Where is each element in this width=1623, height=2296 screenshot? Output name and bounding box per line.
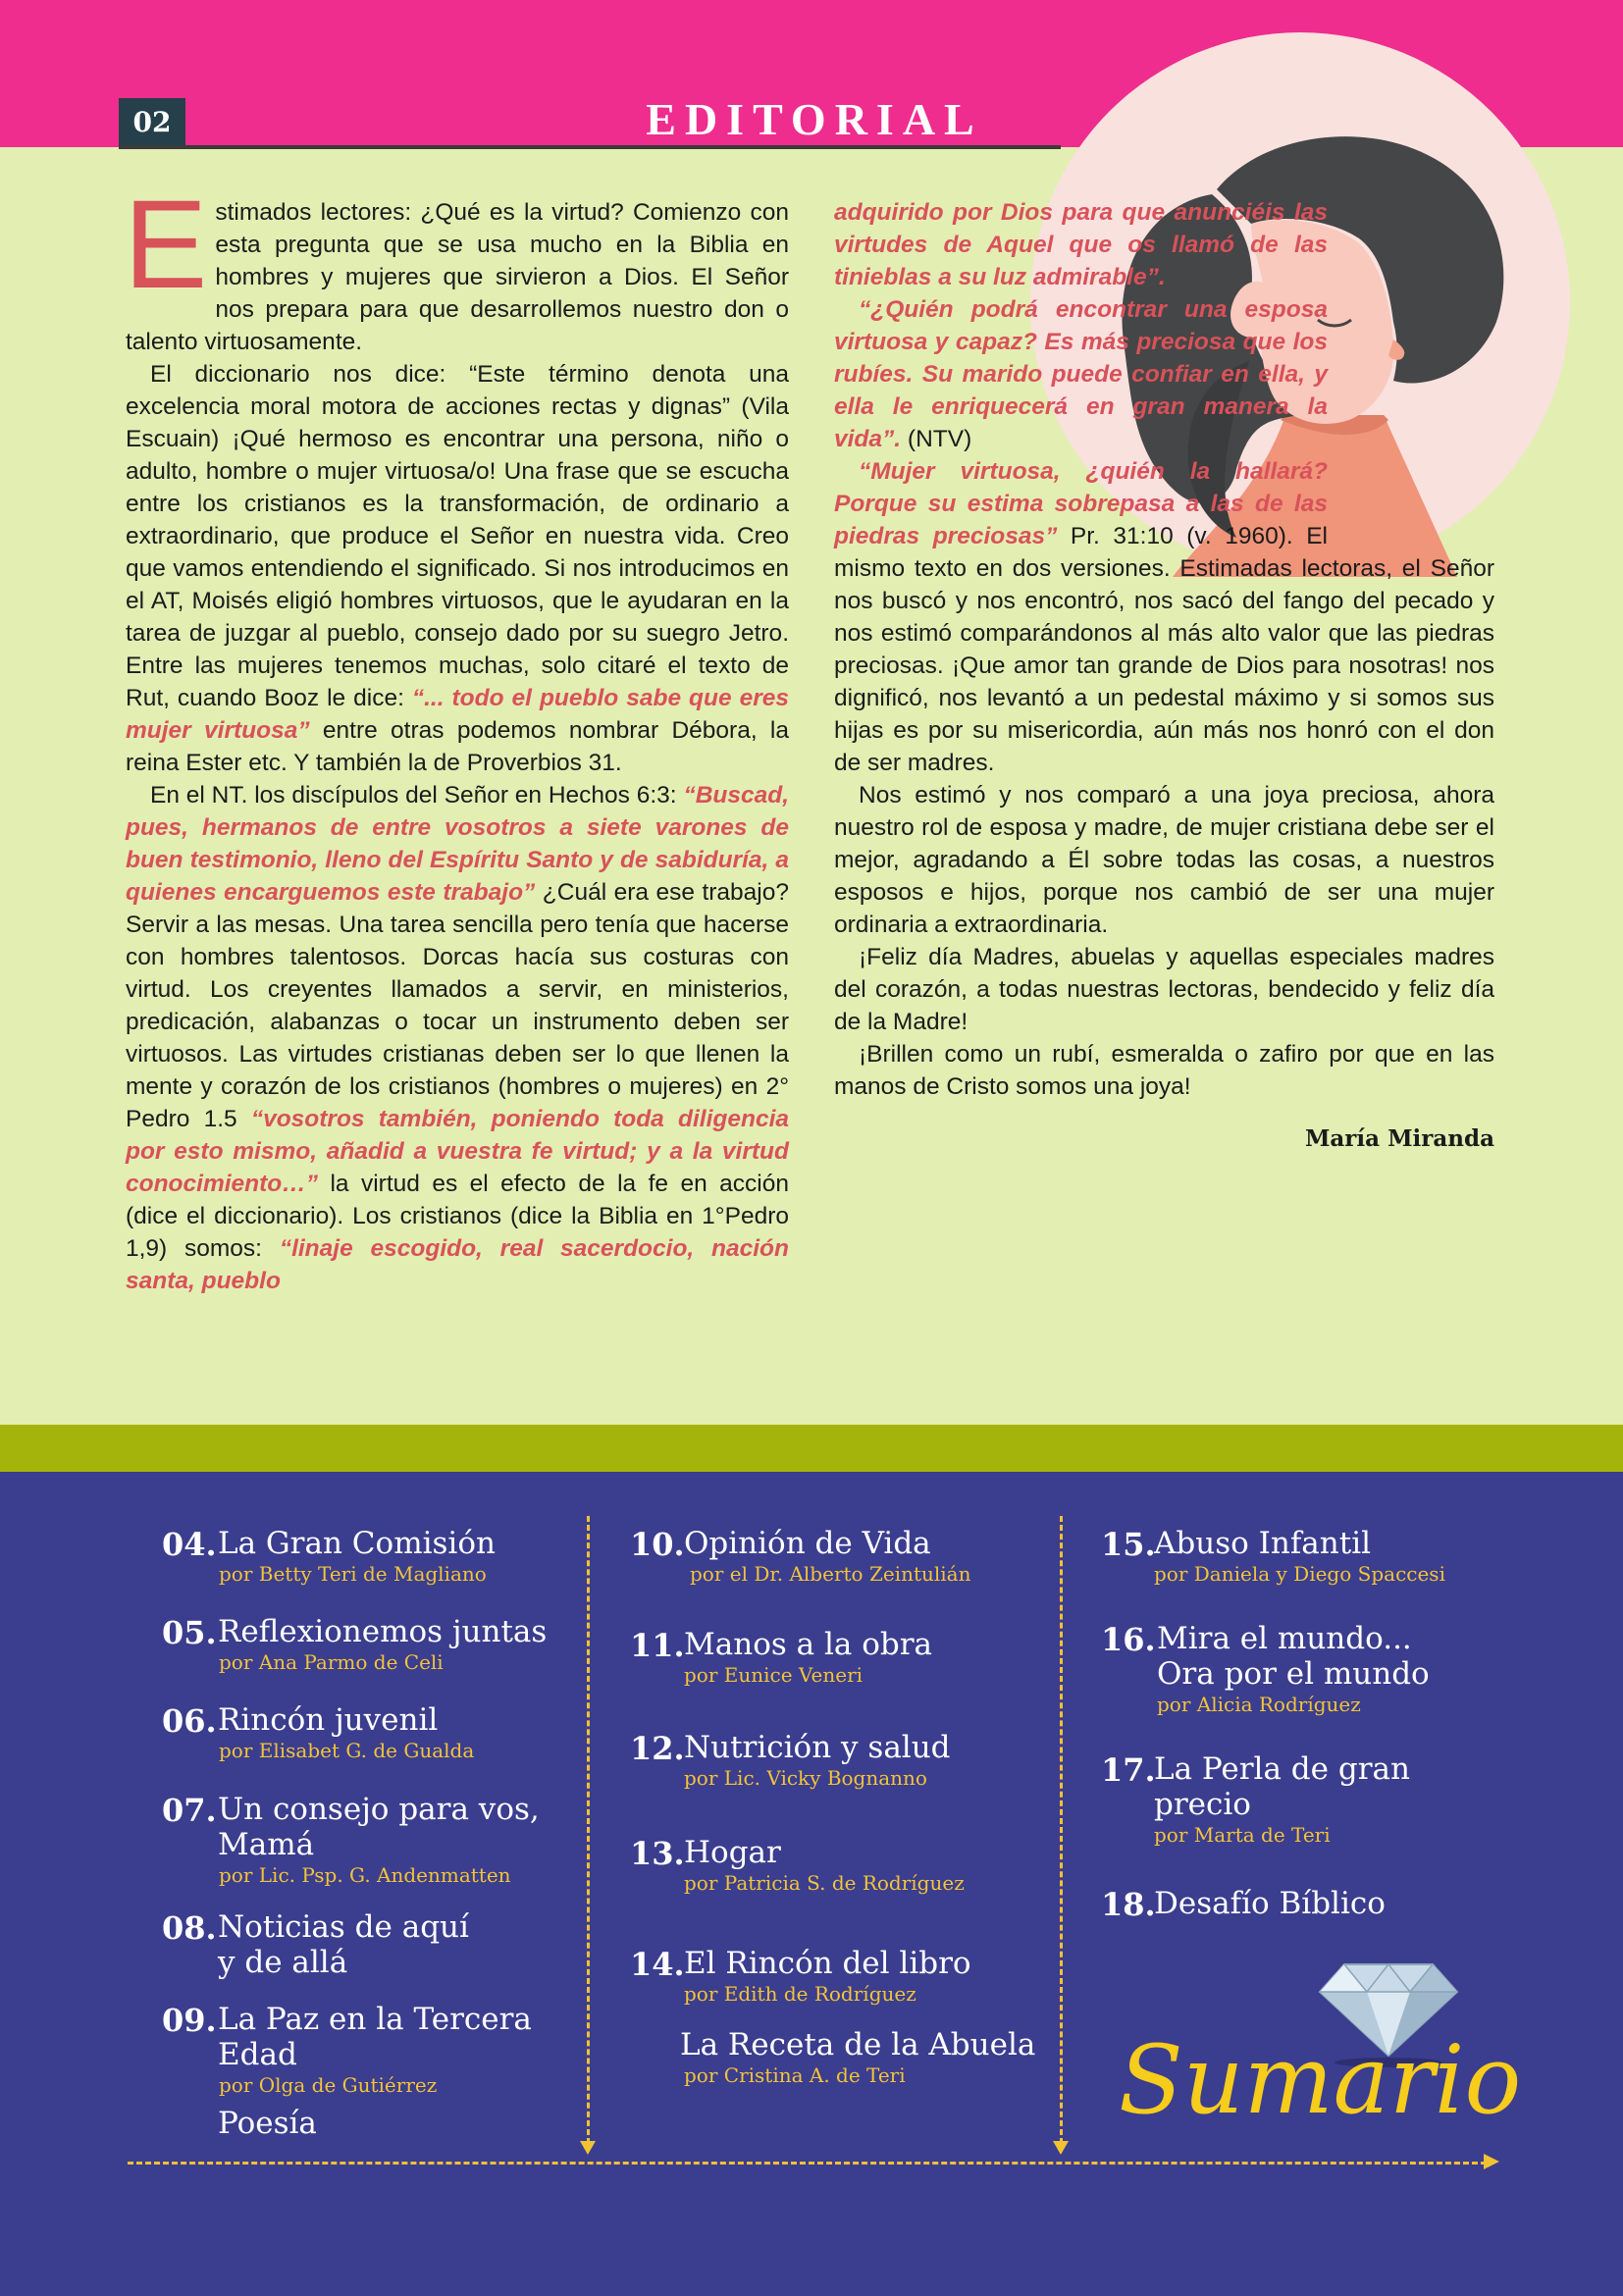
item-author: por Daniela y Diego Spaccesi bbox=[1154, 1562, 1445, 1586]
summary-item-receta[interactable] bbox=[630, 2027, 1035, 2088]
bible-quote: “Mujer virtuosa, ¿quién la hallará? Porque su estima sobrepasa a las de las piedras preciosas” bbox=[834, 458, 1328, 549]
summary-item-11[interactable] bbox=[630, 1627, 932, 1688]
summary-item-04[interactable] bbox=[162, 1526, 496, 1587]
item-title: Poesía bbox=[218, 2106, 317, 2141]
summary-item-17[interactable] bbox=[1101, 1751, 1410, 1848]
item-author: por el Dr. Alberto Zeintulián bbox=[690, 1562, 971, 1586]
item-title: La Perla de gran precio bbox=[1154, 1751, 1410, 1822]
bible-quote: “¿Quién podrá encontrar una esposa virtuosa y capaz? Es más preciosa que los rubíes. Su marido puede confiar en ella, y ella le enriquecerá en gran manera la vida”. bbox=[834, 296, 1328, 452]
drop-cap: E bbox=[124, 175, 208, 315]
divider-band bbox=[0, 1425, 1623, 1472]
item-title: La Paz en la Tercera Edad bbox=[218, 2002, 532, 2072]
editorial-paragraph: Nos estimó y nos comparó a una joya preciosa, ahora nuestro rol de esposa y madre, de mujer cristiana debe ser el mejor, agradando a Él sobre todas las cosas, a nuestros esposos e hijos, porque nos cambió de ser una mujer ordinaria a extraordinaria. bbox=[834, 782, 1494, 938]
item-number: 10. bbox=[630, 1526, 685, 1563]
item-author: por Alicia Rodríguez bbox=[1157, 1693, 1361, 1716]
item-number: 16. bbox=[1101, 1621, 1156, 1658]
item-number: 04. bbox=[162, 1526, 217, 1563]
arrow-down-icon bbox=[1053, 2141, 1069, 2155]
item-author: por Edith de Rodríguez bbox=[684, 1982, 916, 2006]
bottom-divider bbox=[128, 2162, 1487, 2165]
editorial-paragraph: ¿Cuál era ese trabajo? Servir a las mesas. Una tarea sencilla pero tenía que hacerse con hombres talentosos. Dorcas hacía sus costuras con virtud. Los creyentes llamados a servir, en ministerios, predicación, alabanzas o tocar un instrumento deben ser virtuosos. Las virtudes cristianas deben ser lo que llenen la mente y corazón de los cristianos (hombres o mujeres) en 2° Pedro 1.5 bbox=[126, 879, 790, 1132]
editorial-paragraph: la virtud es el efecto de la fe en acción (dice el diccionario). Los cristianos (dice la Biblia en 1°Pedro 1,9) somos: bbox=[126, 1171, 789, 1262]
editorial-paragraph: ¡Feliz día Madres, abuelas y aquellas especiales madres del corazón, a todas nuestras lectoras, bendecido y feliz día de la Madre! bbox=[834, 944, 1494, 1035]
item-title: La Receta de la Abuela bbox=[680, 2027, 1036, 2062]
item-number: 08. bbox=[162, 1909, 217, 1947]
summary-item-10[interactable] bbox=[630, 1526, 970, 1587]
item-number: 05. bbox=[162, 1614, 217, 1651]
item-number: 14. bbox=[630, 1946, 685, 1983]
summary-item-08[interactable] bbox=[162, 1909, 469, 1980]
summary-item-14[interactable] bbox=[630, 1946, 971, 2007]
item-title: Un consejo para vos, Mamá bbox=[218, 1792, 540, 1862]
item-author: por Ana Parmo de Celi bbox=[219, 1650, 444, 1674]
summary-item-16[interactable] bbox=[1101, 1621, 1430, 1717]
column-divider bbox=[587, 1516, 590, 2144]
item-author: por Patricia S. de Rodríguez bbox=[684, 1871, 965, 1895]
item-author: por Eunice Veneri bbox=[684, 1663, 864, 1687]
item-author: por Lic. Vicky Bognanno bbox=[684, 1766, 927, 1790]
bible-quote: “linaje escogido, real sacerdocio, nación santa, pueblo bbox=[126, 1235, 789, 1294]
bible-quote: adquirido por Dios para que anunciéis las virtudes de Aquel que os llamó de las tinieblas a su luz admirable”. bbox=[834, 199, 1328, 290]
item-number: 17. bbox=[1101, 1751, 1156, 1789]
item-author: por Marta de Teri bbox=[1154, 1823, 1331, 1847]
bible-quote: “... todo el pueblo sabe que eres mujer virtuosa” bbox=[126, 685, 790, 744]
item-title: Manos a la obra bbox=[684, 1627, 933, 1662]
item-title: La Gran Comisión bbox=[218, 1526, 496, 1561]
item-title: Reflexionemos juntas bbox=[218, 1614, 548, 1649]
summary-item-07[interactable] bbox=[162, 1792, 540, 1888]
item-title: Noticias de aquí y de allá bbox=[218, 1909, 469, 1980]
item-number: 11. bbox=[630, 1627, 685, 1664]
editorial-paragraph: entre otras podemos nombrar Débora, la reina Ester etc. Y también la de Proverbios 31. bbox=[126, 717, 789, 776]
summary-item-09[interactable] bbox=[162, 2002, 532, 2098]
summary-item-06[interactable] bbox=[162, 1702, 474, 1763]
column-divider bbox=[1060, 1516, 1063, 2144]
page-number: 02 bbox=[119, 98, 185, 145]
item-author: por Lic. Psp. G. Andenmatten bbox=[219, 1863, 511, 1887]
item-title: Rincón juvenil bbox=[218, 1702, 439, 1738]
editorial-right-column bbox=[834, 196, 1494, 1155]
summary-item-13[interactable] bbox=[630, 1835, 965, 1896]
arrow-down-icon bbox=[580, 2141, 596, 2155]
portrait-wrap-space bbox=[1328, 196, 1494, 549]
item-author: por Cristina A. de Teri bbox=[684, 2063, 906, 2087]
editorial-paragraph: stimados lectores: ¿Qué es la virtud? Comienzo con esta pregunta que se usa mucho en la Biblia en hombres y mujeres que sirvieron a Dios. El Señor nos prepara para que desarrollemos nuestro don o talento virtuosamente. bbox=[126, 199, 789, 355]
item-title: Nutrición y salud bbox=[684, 1730, 951, 1765]
editorial-paragraph: ¡Brillen como un rubí, esmeralda o zafiro por que en las manos de Cristo somos una joya! bbox=[834, 1041, 1494, 1100]
item-author: por Olga de Gutiérrez bbox=[219, 2073, 438, 2097]
item-title: Opinión de Vida bbox=[684, 1526, 931, 1561]
item-title: Mira el mundo... Ora por el mundo bbox=[1157, 1621, 1430, 1692]
editorial-paragraph: En el NT. los discípulos del Señor en Hechos 6:3: bbox=[150, 782, 677, 809]
item-title: El Rincón del libro bbox=[684, 1946, 971, 1981]
summary-item-poesia[interactable] bbox=[162, 2106, 317, 2141]
quote-reference: (NTV) bbox=[907, 426, 972, 452]
item-number: 07. bbox=[162, 1792, 217, 1829]
item-number: 12. bbox=[630, 1730, 685, 1767]
editorial-paragraph: Pr. 31:10 (v. 1960). El mismo texto en dos versiones. Estimadas lectoras, el Señor nos buscó y nos encontró, nos sacó del fango del pecado y nos estimó comparándonos al más alto valor que las piedras preciosas. ¡Que amor tan grande de Dios para nosotras! nos dignificó, nos levantó a un pedestal máximo y si somos sus hijas es por su misericordia, aún más nos honró con el don de ser madres. bbox=[834, 523, 1494, 776]
editorial-left-column bbox=[124, 175, 790, 1297]
arrow-right-icon bbox=[1484, 2154, 1499, 2169]
summary-item-12[interactable] bbox=[630, 1730, 951, 1791]
author-signature: María Miranda bbox=[1304, 1125, 1494, 1152]
item-number: 06. bbox=[162, 1702, 217, 1740]
summary-heading: Sumario bbox=[1119, 2025, 1522, 2135]
item-number: 09. bbox=[162, 2002, 217, 2039]
item-title: Desafío Bíblico bbox=[1154, 1886, 1386, 1921]
bible-quote: “Buscad, pues, hermanos de entre vosotros a siete varones de buen testimonio, lleno del Espíritu Santo y de sabiduría, a quienes encarguemos este trabajo” bbox=[126, 782, 789, 906]
item-number: 18. bbox=[1101, 1886, 1156, 1923]
item-author: por Betty Teri de Magliano bbox=[219, 1562, 487, 1586]
section-title: EDITORIAL bbox=[646, 94, 983, 144]
item-author: por Elisabet G. de Gualda bbox=[219, 1739, 475, 1762]
summary-item-15[interactable] bbox=[1101, 1526, 1445, 1587]
editorial-paragraph: El diccionario nos dice: “Este término denota una excelencia moral motora de acciones rectas y dignas” (Vila Escuain) ¡Qué hermoso es encontrar una persona, niño o adulto, hombre o mujer virtuosa/o! Una frase que se escucha entre los cristianos es la transformación, de ordinario a extraordinario, que produce el Señor en nuestra vida. Creo que vamos entendiendo el significado. Si nos introducimos en el AT, Moisés eligió hombres virtuosos, que le ayudaran en la tarea de juzgar al pueblo, consejo dado por su suegro Jetro. Entre las mujeres tenemos muchas, solo citaré el texto de Rut, cuando Booz le dice: bbox=[126, 361, 789, 711]
header-rule bbox=[119, 145, 1061, 149]
summary-item-18[interactable] bbox=[1101, 1886, 1386, 1921]
bible-quote: “vosotros también, poniendo toda diligencia por esto mismo, añadid a vuestra fe virtud; y a la virtud conocimiento…” bbox=[126, 1106, 790, 1197]
item-number: 15. bbox=[1101, 1526, 1156, 1563]
item-number: 13. bbox=[630, 1835, 685, 1872]
summary-item-05[interactable] bbox=[162, 1614, 547, 1675]
item-title: Hogar bbox=[684, 1835, 781, 1870]
item-title: Abuso Infantil bbox=[1154, 1526, 1372, 1561]
